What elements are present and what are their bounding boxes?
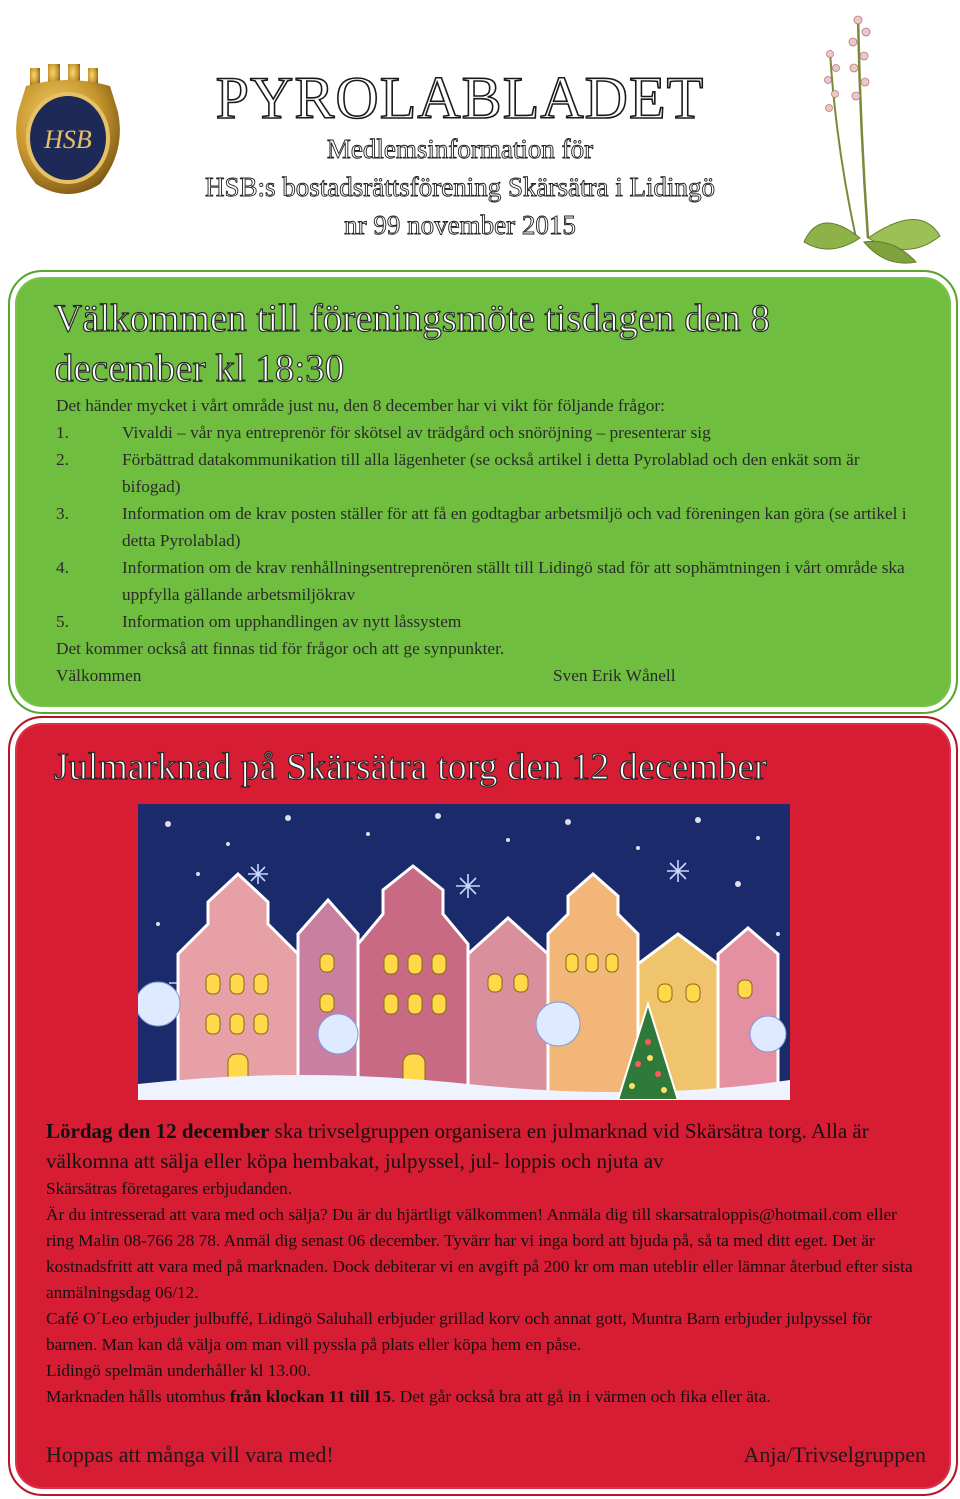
- hsb-logo: [8, 62, 128, 202]
- agenda-item: 3. Information om de krav posten ställer för att få en godtagbar arbetsmiljö och vad föreningen kan göra (se artikel i detta Pyrolablad): [56, 504, 907, 550]
- market-signoff: [46, 1440, 926, 1470]
- winter-town-illustration: [138, 804, 790, 1100]
- subtitle-line-2: HSB:s bostadsrättsförening Skärsätra i Lidingö: [205, 172, 715, 202]
- meeting-section: [8, 270, 958, 714]
- newsletter-title: PYROLABLADET: [215, 65, 705, 131]
- welcome-text: Välkommen: [56, 666, 142, 685]
- issue-number: nr 99 november 2015: [344, 210, 576, 240]
- masthead: [130, 66, 790, 244]
- market-food-info: Café O´Leo erbjuder julbuffé, Lidingö Saluhall erbjuder grillad korv och annat gott, Muntra Barn erbjuder julpyssel för barnen. Man kan då välja om man vill pyssla på plats eller köpa hem en påse.: [46, 1309, 873, 1354]
- market-music-info: Lidingö spelmän underhåller kl 13.00.: [46, 1361, 311, 1380]
- subtitle-line-1: Medlemsinformation för: [326, 134, 594, 164]
- svg-text:HSB: HSB: [44, 125, 92, 154]
- agenda-item: 5. Information om upphandlingen av nytt låssystem: [56, 612, 462, 631]
- meeting-signature: Sven Erik Wånell: [553, 666, 676, 685]
- market-intro-cont: Skärsätras företagares erbjudanden.: [46, 1179, 293, 1198]
- agenda-item: 2. Förbättrad datakommunikation till alla lägenheter (se också artikel i detta Pyrolablad och den enkät som är bifogad): [56, 450, 860, 496]
- christmas-market-section: [8, 716, 958, 1496]
- market-signup-info: Är du intresserad att vara med och sälja? Du är du hjärtligt välkommen! Anmäla dig till skarsatraloppis@hotmail.com eller ring Malin 08-766 28 78. Anmäl dig senast 06 december. Tyvärr har vi inga bord att bjuda på, så ta med ditt eget. Det är kostnadsfritt att vara med på marknaden. Dock debiterar vi en avgift på 200 kr om man uteblir eller lämnar återbud efter sista anmälningsdag 06/12.: [46, 1205, 913, 1302]
- market-heading: Julmarknad på Skärsätra torg den 12 december: [54, 746, 767, 788]
- agenda-item: 1. Vivaldi – vår nya entreprenör för skötsel av trädgård och snöröjning – presenterar sig: [56, 423, 711, 442]
- market-signature: Anja/Trivselgruppen: [743, 1442, 926, 1467]
- pyrola-plant-illustration: [790, 6, 955, 271]
- meeting-signoff: [56, 662, 916, 689]
- agenda-item: 4. Information om de krav renhållningsentreprenören ställt till Lidingö stad för att sophämtningen i vårt område ska uppfylla gällande arbetsmiljökrav: [56, 558, 905, 604]
- market-hours-info: Marknaden hålls utomhus från klockan 11 till 15. Det går också bra att gå in i värmen och fika eller äta.: [46, 1387, 771, 1406]
- market-closing-text: Hoppas att många vill vara med!: [46, 1442, 334, 1467]
- meeting-closing: Det kommer också att finnas tid för frågor och att ge synpunkter.: [56, 639, 505, 658]
- meeting-body: [56, 392, 916, 689]
- meeting-intro: Det händer mycket i vårt område just nu, den 8 december har vi vikt för följande frågor:: [56, 396, 665, 415]
- meeting-heading: Välkommen till föreningsmöte tisdagen den 8 december kl 18:30: [54, 297, 770, 390]
- market-intro: Lördag den 12 december ska trivselgruppen organisera en julmarknad vid Skärsätra torg. Alla är välkomna att sälja eller köpa hembakat, julpyssel, jul- loppis och njuta av: [46, 1119, 869, 1173]
- market-body: [46, 1116, 926, 1410]
